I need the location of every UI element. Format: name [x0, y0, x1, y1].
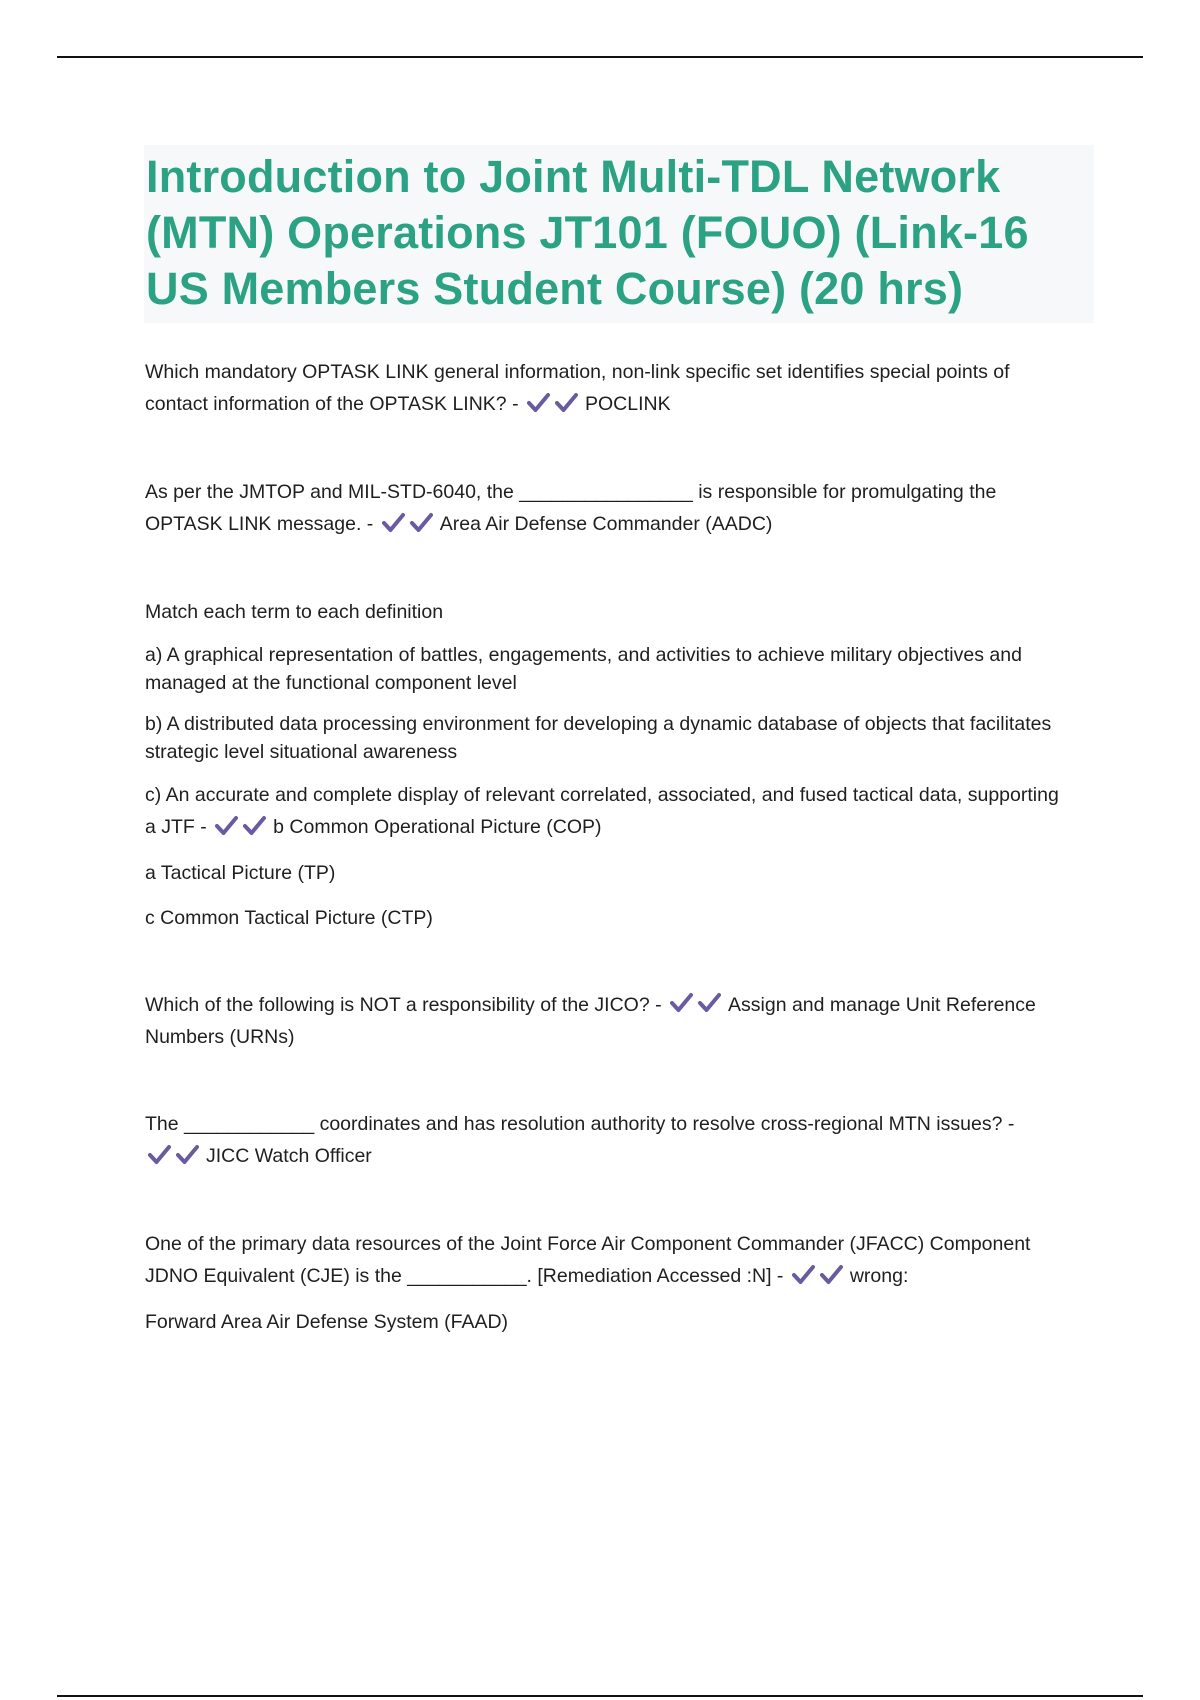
- matching-option: b) A distributed data processing environment for developing a dynamic database of objects that facilitates strategic level situational awareness: [145, 712, 1052, 763]
- question-text: The ____________ coordinates and has resolution authority to resolve cross-regional MTN issues? -: [145, 1113, 1015, 1136]
- checkmark-icon: [791, 1264, 816, 1286]
- checkmark-icon: [697, 992, 722, 1014]
- qa-content: [145, 356, 1075, 1338]
- answer-extra: a Tactical Picture (TP): [145, 861, 336, 884]
- qa-text: [145, 779, 1075, 844]
- qa-text: [145, 1228, 1075, 1293]
- qa-item: [145, 989, 1075, 1054]
- footer-rule: [57, 1695, 1143, 1697]
- checkmark-pair: [214, 812, 271, 844]
- question-text: c) An accurate and complete display of relevant correlated, associated, and fused tactical data, supporting a JTF -: [145, 783, 1059, 838]
- answer-text: wrong:: [849, 1265, 909, 1288]
- checkmark-pair: [381, 509, 438, 541]
- question-text: Which mandatory OPTASK LINK general information, non-link specific set identifies special points of contact information of the OPTASK LINK? -: [145, 361, 1010, 415]
- qa-item: [145, 1228, 1075, 1338]
- answer-extra: Forward Area Air Defense System (FAAD): [145, 1311, 509, 1334]
- qa-text: [145, 476, 1075, 541]
- checkmark-icon: [526, 392, 551, 414]
- qa-text: [145, 989, 1075, 1054]
- checkmark-icon: [147, 1144, 172, 1166]
- checkmark-pair: [669, 989, 726, 1021]
- answer-text: b Common Operational Picture (COP): [273, 815, 602, 838]
- qa-item: [145, 356, 1075, 421]
- checkmark-icon: [409, 512, 434, 534]
- checkmark-icon: [242, 815, 267, 837]
- document-title: Introduction to Joint Multi-TDL Network (MTN) Operations JT101 (FOUO) (Link-16 US Members Student Course) (20 hrs): [146, 151, 1029, 314]
- checkmark-pair: [526, 389, 583, 421]
- answer-text: Area Air Defense Commander (AADC): [439, 512, 773, 535]
- answer-extra: c Common Tactical Picture (CTP): [145, 906, 433, 929]
- checkmark-icon: [214, 815, 239, 837]
- answer-text: POCLINK: [584, 393, 671, 415]
- answer-text: Assign and manage Unit Reference Numbers (URNs): [145, 993, 1036, 1049]
- question-text: One of the primary data resources of the Joint Force Air Component Commander (JFACC) Component JDNO Equivalent (CJE) is the ___________. [Remediation Accessed :N] -: [145, 1233, 1031, 1288]
- checkmark-pair: [791, 1261, 848, 1293]
- checkmark-icon: [669, 992, 694, 1014]
- qa-item: [145, 1108, 1075, 1173]
- checkmark-icon: [175, 1144, 200, 1166]
- title-banner: [144, 145, 1094, 323]
- answer-text: JICC Watch Officer: [206, 1145, 372, 1168]
- qa-item: [145, 476, 1075, 541]
- matching-intro: Match each term to each definition: [145, 600, 444, 623]
- qa-item: [145, 596, 1075, 934]
- qa-text: [145, 1108, 1075, 1173]
- header-rule: [57, 56, 1143, 58]
- matching-option: a) A graphical representation of battles, engagements, and activities to achieve military objectives and managed at the functional component level: [145, 643, 1022, 694]
- qa-text: [145, 356, 1075, 421]
- question-text: As per the JMTOP and MIL-STD-6040, the ________________ is responsible for promulgating the OPTASK LINK message. -: [145, 480, 997, 535]
- checkmark-icon: [554, 392, 579, 414]
- checkmark-icon: [381, 512, 406, 534]
- question-text: Which of the following is NOT a responsibility of the JICO? -: [145, 993, 668, 1016]
- checkmark-pair: [147, 1141, 204, 1173]
- checkmark-icon: [819, 1264, 844, 1286]
